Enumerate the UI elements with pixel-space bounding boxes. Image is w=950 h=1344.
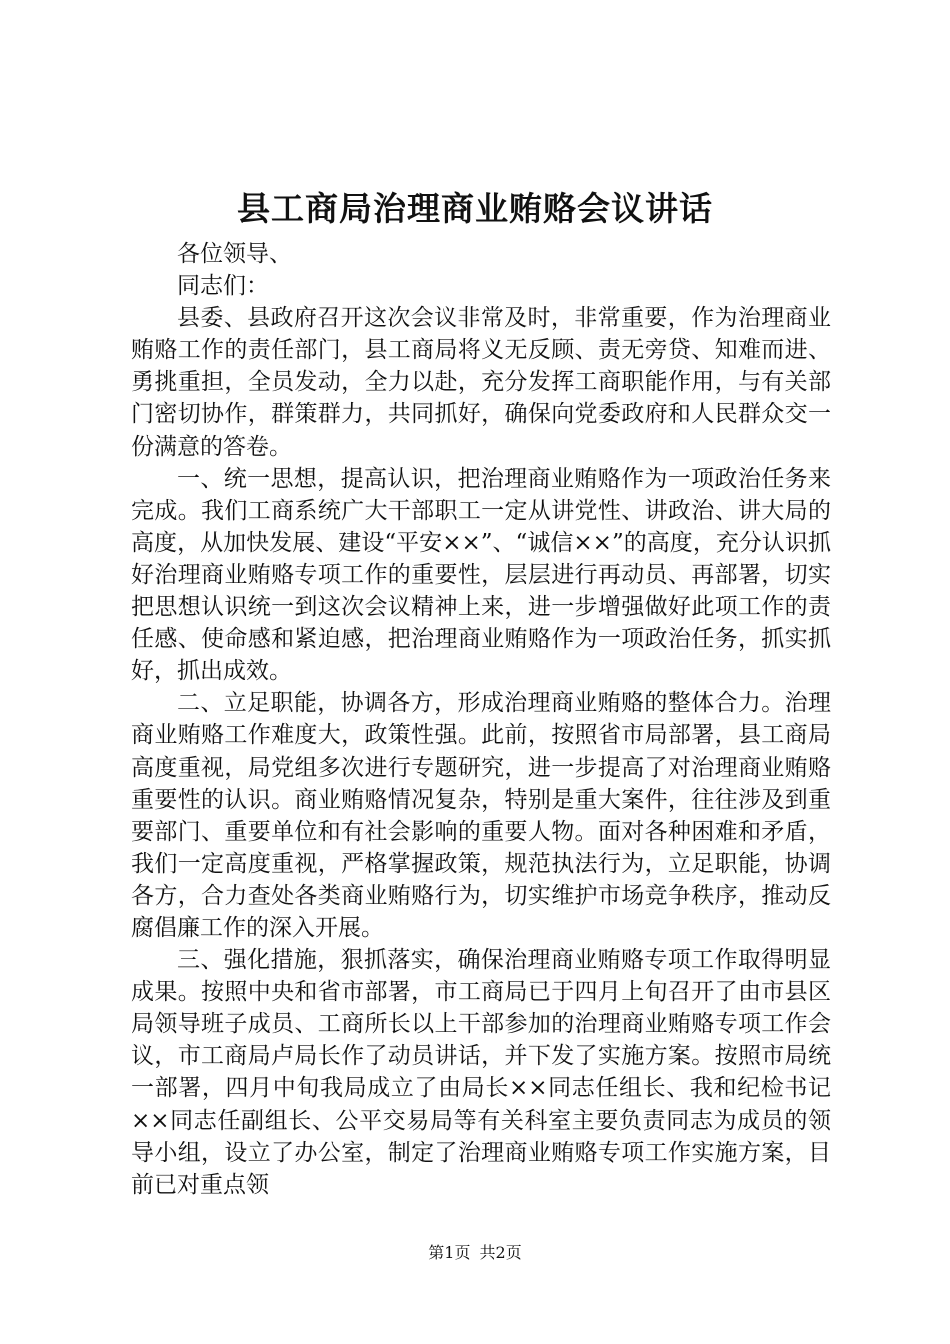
- page-total: 共2页: [479, 1243, 522, 1262]
- paragraph-section-two: 二、立足职能，协调各方，形成治理商业贿赂的整体合力。治理商业贿赂工作难度大，政策性强。此前，按照省市局部署，县工商局高度重视，局党组多次进行专题研究，进一步提高了对治理商业贿赂重要性的认识。商业贿赂情况复杂，特别是重大案件，往往涉及到重要部门、重要单位和有社会影响的重要人物。面对各种困难和矛盾，我们一定高度重视，严格掌握政策，规范执法行为，立足职能，协调各方，合力查处各类商业贿赂行为，切实维护市场竞争秩序，推动反腐倡廉工作的深入开展。: [131, 690, 831, 941]
- page-number: 第1页: [428, 1243, 471, 1262]
- paragraph-section-one: 一、统一思想，提高认识，把治理商业贿赂作为一项政治任务来完成。我们工商系统广大干部职工一定从讲党性、讲政治、讲大局的高度，从加快发展、建设“平安××”、“诚信××”的高度，充分认识抓好治理商业贿赂专项工作的重要性，层层进行再动员、再部署，切实把思想认识统一到这次会议精神上来，进一步增强做好此项工作的责任感、使命感和紧迫感，把治理商业贿赂作为一项政治任务，抓实抓好，抓出成效。: [131, 465, 831, 685]
- page-footer: [0, 1242, 950, 1264]
- paragraph-intro: 县委、县政府召开这次会议非常及时，非常重要，作为治理商业贿赂工作的责任部门，县工商局将义无反顾、责无旁贷、知难而进、勇挑重担，全员发动，全力以赴，充分发挥工商职能作用，与有关部门密切协作，群策群力，共同抓好，确保向党委政府和人民群众交一份满意的答卷。: [131, 305, 831, 460]
- paragraph-section-three: 三、强化措施，狠抓落实，确保治理商业贿赂专项工作取得明显成果。按照中央和省市部署，市工商局已于四月上旬召开了由市县区局领导班子成员、工商所长以上干部参加的治理商业贿赂专项工作会议，市工商局卢局长作了动员讲话，并下发了实施方案。按照市局统一部署，四月中旬我局成立了由局长××同志任组长、我和纪检书记××同志任副组长、公平交易局等有关科室主要负责同志为成员的领导小组，设立了办公室，制定了治理商业贿赂专项工作实施方案，目前已对重点领: [131, 947, 831, 1198]
- salutation-leaders: 各位领导、: [177, 241, 292, 267]
- document-title: 县工商局治理商业贿赂会议讲话: [237, 189, 713, 228]
- salutation-comrades: 同志们：: [177, 273, 269, 300]
- document-body: [131, 238, 831, 1201]
